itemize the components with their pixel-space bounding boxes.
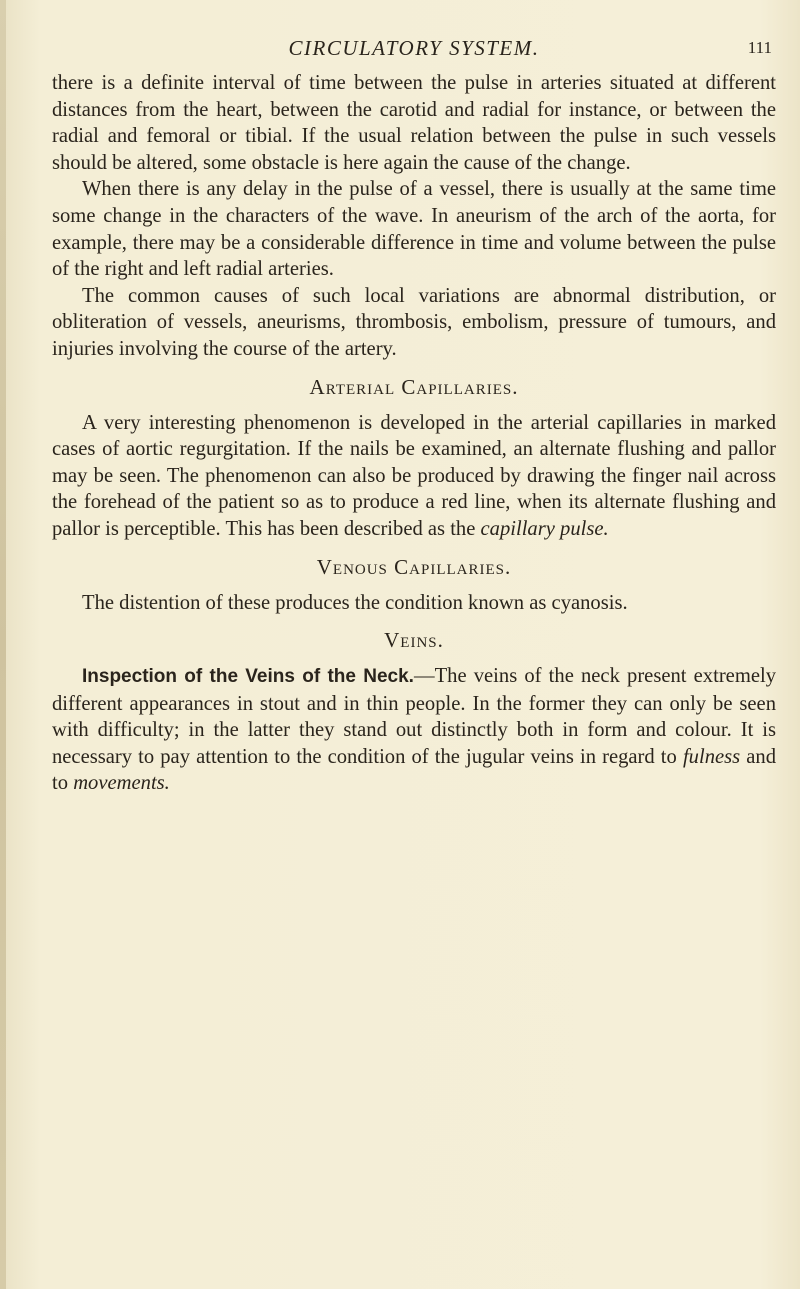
veins-text: —The veins of the neck present extremely different appearances in stout and in thin people. In the former they can only be seen with difficulty; in the latter they stand out distinctly both in form and colour. It is necessary to pay attention to the condition of the jugular veins in regard to (52, 665, 776, 768)
heading-arterial-capillaries: Arterial Capillaries. (309, 374, 519, 399)
heading-venous-capillaries: Venous Capillaries. (316, 554, 512, 579)
page-number: 111 (747, 38, 772, 57)
running-title: CIRCULATORY SYSTEM. (288, 36, 540, 60)
paragraph-pulse-delay: When there is any delay in the pulse of a vessel, there is usually at the same time some change in the characters of the wave. In aneurism of the arch of the aorta, for example, there may be a considerable difference in time and volume between the pulse of the right and left radial arteries. (52, 178, 776, 281)
lead-inspection-veins: Inspection of the Veins of the Neck. (82, 666, 414, 688)
page-edge (0, 0, 6, 1289)
term-capillary-pulse: capillary pulse. (480, 517, 609, 540)
paragraph-veins-neck (52, 663, 776, 797)
running-head (52, 36, 776, 70)
paragraph-venous-capillaries: The distention of these produces the condition known as cyanosis. (82, 591, 628, 614)
term-fulness: fulness (682, 745, 741, 768)
paragraph-local-variations: The common causes of such local variations are abnormal distribution, or obliteration of vessels, aneurisms, thrombosis, embolism, pressure of tumours, and injuries involving the course of the artery. (52, 284, 776, 360)
arterial-text: A very interesting phenomenon is developed in the arterial capillaries in marked cases of aortic regurgitation. If the nails be examined, an alternate flushing and pallor may be seen. The phenomenon can also be produced by drawing the finger nail across the forehead of the patient so as to produce a red line, when its alternate flushing and pallor is perceptible. This has been described as the (52, 411, 776, 540)
paragraph-arterial-capillaries (52, 410, 776, 543)
paragraph-pulse-interval: there is a definite interval of time between the pulse in arteries situated at different distances from the heart, between the carotid and radial for instance, or between the radial and femoral or tibial. If the usual relation between the pulse in such vessels should be altered, some obstacle is here again the cause of the change. (52, 72, 776, 174)
book-page (52, 36, 776, 797)
veins-connector: and to (52, 745, 777, 795)
heading-veins: Veins. (384, 628, 444, 653)
term-movements: movements. (73, 772, 170, 795)
